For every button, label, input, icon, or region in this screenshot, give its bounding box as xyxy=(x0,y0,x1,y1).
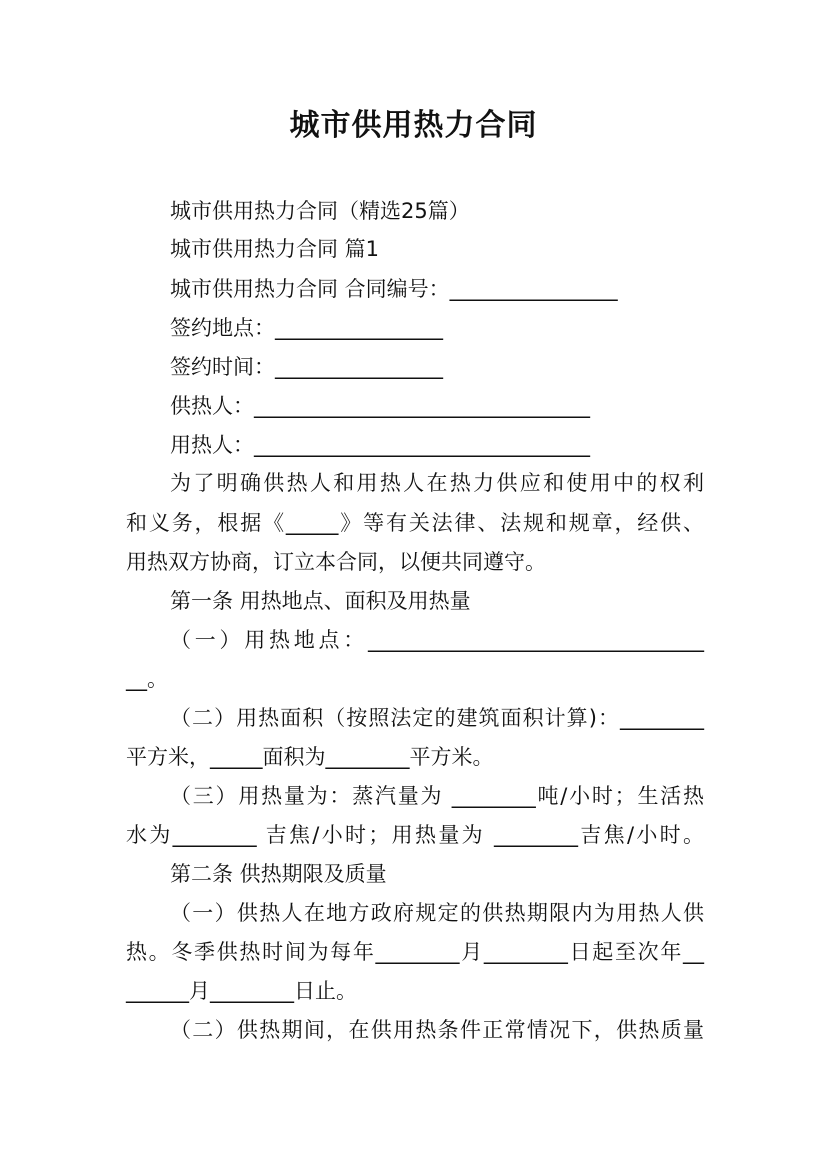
clause-2-1-line-3: ______月________日止。 xyxy=(126,979,357,1003)
document-title: 城市供用热力合同 xyxy=(289,108,538,143)
clause-1-1-line-1: （一）用热地点：________________________________ xyxy=(170,628,704,652)
clause-1-1-line-2: __。 xyxy=(126,667,168,691)
clause-2-1-line-2: 热。冬季供热时间为每年________月________日起至次年__ xyxy=(126,940,704,964)
preamble-line-1: 为了明确供热人和用热人在热力供应和使用中的权利 xyxy=(170,471,704,495)
clause-1-3-line-1: （三）用热量为：蒸汽量为 ________吨/小时；生活热 xyxy=(170,784,704,808)
contract-number-line: 城市供用热力合同 合同编号：________________ xyxy=(170,277,618,301)
doc-subtitle: 城市供用热力合同（精选25篇） xyxy=(170,199,470,223)
preamble-line-2: 和义务，根据《_____》等有关法律、法规和规章，经供、 xyxy=(126,511,704,535)
article-1-heading: 第一条 用热地点、面积及用热量 xyxy=(170,589,471,613)
preamble-line-3: 用热双方协商，订立本合同，以便共同遵守。 xyxy=(126,550,546,574)
signing-place-line: 签约地点：________________ xyxy=(170,316,443,340)
heat-user-line: 用热人：________________________________ xyxy=(170,433,590,457)
signing-time-line: 签约时间：________________ xyxy=(170,355,443,379)
heat-supplier-line: 供热人：________________________________ xyxy=(170,394,590,418)
clause-1-3-line-2: 水为________ 吉焦/小时；用热量为 ________吉焦/小时。 xyxy=(126,823,704,847)
clause-1-2-line-1: （二）用热面积（按照法定的建筑面积计算)：________ xyxy=(170,706,704,730)
clause-2-1-line-1: （一）供热人在地方政府规定的供热期限内为用热人供 xyxy=(170,901,704,925)
clause-2-2-line-1: （二）供热期间，在供用热条件正常情况下，供热质量 xyxy=(170,1018,704,1042)
article-2-heading: 第二条 供热期限及质量 xyxy=(170,862,387,886)
clause-1-2-line-2: 平方米，_____面积为________平方米。 xyxy=(126,745,494,769)
section-heading: 城市供用热力合同 篇1 xyxy=(170,237,380,261)
